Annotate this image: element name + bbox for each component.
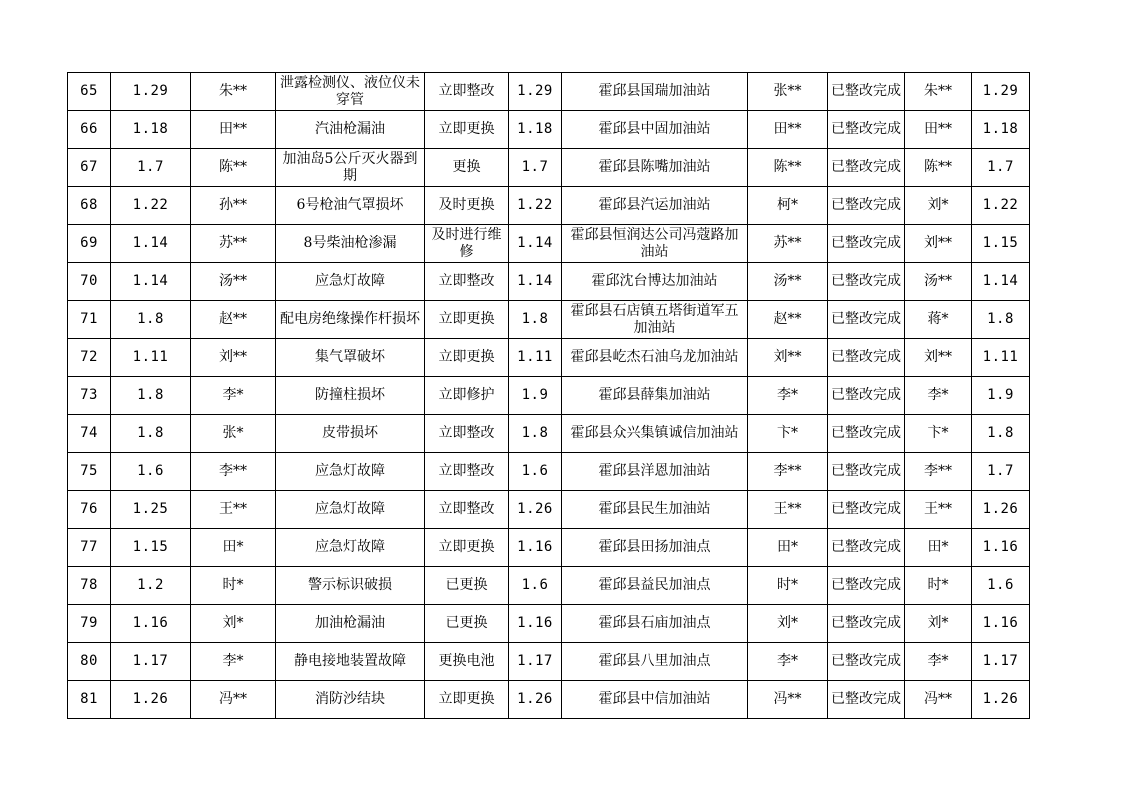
acceptance-person-cell: 汤** [905, 263, 972, 301]
status-cell: 已整改完成 [828, 567, 905, 605]
rectification-date-cell: 1.18 [509, 111, 562, 149]
responsible-person-cell: 柯* [748, 187, 828, 225]
status-cell: 已整改完成 [828, 73, 905, 111]
inspector-cell: 刘* [191, 605, 276, 643]
inspector-cell: 王** [191, 491, 276, 529]
rectification-date-cell: 1.14 [509, 225, 562, 263]
station-name-cell: 霍邱县众兴集镇诚信加油站 [562, 415, 748, 453]
acceptance-person-cell: 冯** [905, 681, 972, 719]
rectification-measure-cell: 立即更换 [425, 111, 509, 149]
rectification-date-cell: 1.29 [509, 73, 562, 111]
rectification-measure-cell: 更换 [425, 149, 509, 187]
inspector-cell: 李* [191, 377, 276, 415]
rectification-measure-cell: 及时进行维修 [425, 225, 509, 263]
table-row [68, 377, 1030, 415]
station-name-cell: 霍邱县陈嘴加油站 [562, 149, 748, 187]
acceptance-date-cell: 1.16 [972, 605, 1030, 643]
found-date-cell: 1.16 [111, 605, 191, 643]
responsible-person-cell: 汤** [748, 263, 828, 301]
status-cell: 已整改完成 [828, 415, 905, 453]
inspector-cell: 田** [191, 111, 276, 149]
hazard-description-cell: 汽油枪漏油 [276, 111, 425, 149]
table-row [68, 149, 1030, 187]
acceptance-date-cell: 1.17 [972, 643, 1030, 681]
row-number-cell: 68 [68, 187, 111, 225]
hazard-description-cell: 泄露检测仪、液位仪未穿管 [276, 73, 425, 111]
acceptance-person-cell: 李** [905, 453, 972, 491]
found-date-cell: 1.8 [111, 377, 191, 415]
rectification-date-cell: 1.9 [509, 377, 562, 415]
hazard-description-cell: 应急灯故障 [276, 529, 425, 567]
station-name-cell: 霍邱县屹杰石油乌龙加油站 [562, 339, 748, 377]
hazard-description-cell: 6号枪油气罩损坏 [276, 187, 425, 225]
table-row [68, 301, 1030, 339]
rectification-date-cell: 1.6 [509, 567, 562, 605]
rectification-measure-cell: 立即修护 [425, 377, 509, 415]
inspector-cell: 苏** [191, 225, 276, 263]
table-row [68, 681, 1030, 719]
table-row [68, 187, 1030, 225]
table-row [68, 263, 1030, 301]
hazard-description-cell: 8号柴油枪渗漏 [276, 225, 425, 263]
responsible-person-cell: 李* [748, 377, 828, 415]
rectification-date-cell: 1.6 [509, 453, 562, 491]
hazard-description-cell: 应急灯故障 [276, 453, 425, 491]
rectification-measure-cell: 已更换 [425, 605, 509, 643]
rectification-measure-cell: 立即整改 [425, 415, 509, 453]
rectification-measure-cell: 立即整改 [425, 263, 509, 301]
inspector-cell: 朱** [191, 73, 276, 111]
table-row [68, 529, 1030, 567]
acceptance-person-cell: 田* [905, 529, 972, 567]
rectification-measure-cell: 已更换 [425, 567, 509, 605]
status-cell: 已整改完成 [828, 681, 905, 719]
hazard-rectification-table [67, 72, 1030, 719]
table-row [68, 225, 1030, 263]
acceptance-date-cell: 1.7 [972, 149, 1030, 187]
found-date-cell: 1.26 [111, 681, 191, 719]
status-cell: 已整改完成 [828, 529, 905, 567]
row-number-cell: 72 [68, 339, 111, 377]
hazard-description-cell: 静电接地装置故障 [276, 643, 425, 681]
station-name-cell: 霍邱县益民加油点 [562, 567, 748, 605]
row-number-cell: 74 [68, 415, 111, 453]
found-date-cell: 1.7 [111, 149, 191, 187]
inspector-cell: 孙** [191, 187, 276, 225]
acceptance-person-cell: 田** [905, 111, 972, 149]
status-cell: 已整改完成 [828, 187, 905, 225]
row-number-cell: 71 [68, 301, 111, 339]
found-date-cell: 1.2 [111, 567, 191, 605]
responsible-person-cell: 王** [748, 491, 828, 529]
status-cell: 已整改完成 [828, 225, 905, 263]
status-cell: 已整改完成 [828, 111, 905, 149]
table-body [68, 73, 1030, 719]
station-name-cell: 霍邱沈台博达加油站 [562, 263, 748, 301]
status-cell: 已整改完成 [828, 149, 905, 187]
rectification-date-cell: 1.8 [509, 415, 562, 453]
rectification-date-cell: 1.7 [509, 149, 562, 187]
hazard-description-cell: 防撞柱损坏 [276, 377, 425, 415]
station-name-cell: 霍邱县国瑞加油站 [562, 73, 748, 111]
acceptance-person-cell: 李* [905, 377, 972, 415]
hazard-description-cell: 加油岛5公斤灭火器到期 [276, 149, 425, 187]
acceptance-date-cell: 1.22 [972, 187, 1030, 225]
hazard-description-cell: 配电房绝缘操作杆损坏 [276, 301, 425, 339]
station-name-cell: 霍邱县洋恩加油站 [562, 453, 748, 491]
rectification-date-cell: 1.14 [509, 263, 562, 301]
table-row [68, 643, 1030, 681]
acceptance-person-cell: 时* [905, 567, 972, 605]
responsible-person-cell: 田* [748, 529, 828, 567]
acceptance-person-cell: 王** [905, 491, 972, 529]
acceptance-date-cell: 1.9 [972, 377, 1030, 415]
found-date-cell: 1.18 [111, 111, 191, 149]
rectification-measure-cell: 更换电池 [425, 643, 509, 681]
responsible-person-cell: 陈** [748, 149, 828, 187]
responsible-person-cell: 时* [748, 567, 828, 605]
found-date-cell: 1.8 [111, 415, 191, 453]
inspector-cell: 时* [191, 567, 276, 605]
acceptance-date-cell: 1.8 [972, 415, 1030, 453]
rectification-date-cell: 1.11 [509, 339, 562, 377]
table-row [68, 111, 1030, 149]
status-cell: 已整改完成 [828, 453, 905, 491]
row-number-cell: 78 [68, 567, 111, 605]
responsible-person-cell: 李** [748, 453, 828, 491]
inspector-cell: 李** [191, 453, 276, 491]
row-number-cell: 66 [68, 111, 111, 149]
rectification-measure-cell: 及时更换 [425, 187, 509, 225]
acceptance-person-cell: 卞* [905, 415, 972, 453]
acceptance-date-cell: 1.6 [972, 567, 1030, 605]
acceptance-person-cell: 蒋* [905, 301, 972, 339]
rectification-date-cell: 1.16 [509, 605, 562, 643]
responsible-person-cell: 田** [748, 111, 828, 149]
inspector-cell: 冯** [191, 681, 276, 719]
row-number-cell: 73 [68, 377, 111, 415]
station-name-cell: 霍邱县八里加油点 [562, 643, 748, 681]
found-date-cell: 1.8 [111, 301, 191, 339]
rectification-measure-cell: 立即整改 [425, 453, 509, 491]
acceptance-person-cell: 刘** [905, 225, 972, 263]
found-date-cell: 1.6 [111, 453, 191, 491]
inspector-cell: 汤** [191, 263, 276, 301]
acceptance-date-cell: 1.11 [972, 339, 1030, 377]
hazard-description-cell: 加油枪漏油 [276, 605, 425, 643]
responsible-person-cell: 李* [748, 643, 828, 681]
hazard-description-cell: 应急灯故障 [276, 263, 425, 301]
rectification-measure-cell: 立即整改 [425, 73, 509, 111]
row-number-cell: 80 [68, 643, 111, 681]
status-cell: 已整改完成 [828, 377, 905, 415]
acceptance-date-cell: 1.29 [972, 73, 1030, 111]
acceptance-person-cell: 刘* [905, 187, 972, 225]
status-cell: 已整改完成 [828, 605, 905, 643]
responsible-person-cell: 张** [748, 73, 828, 111]
row-number-cell: 67 [68, 149, 111, 187]
table-row [68, 73, 1030, 111]
status-cell: 已整改完成 [828, 301, 905, 339]
found-date-cell: 1.25 [111, 491, 191, 529]
row-number-cell: 79 [68, 605, 111, 643]
found-date-cell: 1.29 [111, 73, 191, 111]
rectification-date-cell: 1.26 [509, 681, 562, 719]
acceptance-date-cell: 1.8 [972, 301, 1030, 339]
station-name-cell: 霍邱县恒润达公司冯蔻路加油站 [562, 225, 748, 263]
inspector-cell: 田* [191, 529, 276, 567]
acceptance-date-cell: 1.16 [972, 529, 1030, 567]
responsible-person-cell: 刘** [748, 339, 828, 377]
acceptance-date-cell: 1.7 [972, 453, 1030, 491]
table-row [68, 339, 1030, 377]
status-cell: 已整改完成 [828, 263, 905, 301]
responsible-person-cell: 苏** [748, 225, 828, 263]
found-date-cell: 1.14 [111, 263, 191, 301]
rectification-date-cell: 1.8 [509, 301, 562, 339]
status-cell: 已整改完成 [828, 643, 905, 681]
found-date-cell: 1.17 [111, 643, 191, 681]
row-number-cell: 65 [68, 73, 111, 111]
table-row [68, 415, 1030, 453]
acceptance-person-cell: 刘* [905, 605, 972, 643]
status-cell: 已整改完成 [828, 339, 905, 377]
acceptance-person-cell: 朱** [905, 73, 972, 111]
rectification-date-cell: 1.16 [509, 529, 562, 567]
rectification-date-cell: 1.22 [509, 187, 562, 225]
inspector-cell: 张* [191, 415, 276, 453]
rectification-measure-cell: 立即更换 [425, 681, 509, 719]
rectification-measure-cell: 立即整改 [425, 491, 509, 529]
inspector-cell: 陈** [191, 149, 276, 187]
station-name-cell: 霍邱县中固加油站 [562, 111, 748, 149]
table-row [68, 453, 1030, 491]
station-name-cell: 霍邱县民生加油站 [562, 491, 748, 529]
found-date-cell: 1.11 [111, 339, 191, 377]
hazard-description-cell: 警示标识破损 [276, 567, 425, 605]
found-date-cell: 1.15 [111, 529, 191, 567]
responsible-person-cell: 冯** [748, 681, 828, 719]
row-number-cell: 69 [68, 225, 111, 263]
table-row [68, 605, 1030, 643]
rectification-date-cell: 1.17 [509, 643, 562, 681]
inspector-cell: 赵** [191, 301, 276, 339]
rectification-measure-cell: 立即更换 [425, 301, 509, 339]
table-row [68, 491, 1030, 529]
acceptance-person-cell: 李* [905, 643, 972, 681]
acceptance-date-cell: 1.14 [972, 263, 1030, 301]
hazard-description-cell: 集气罩破坏 [276, 339, 425, 377]
found-date-cell: 1.14 [111, 225, 191, 263]
responsible-person-cell: 刘* [748, 605, 828, 643]
row-number-cell: 76 [68, 491, 111, 529]
row-number-cell: 70 [68, 263, 111, 301]
station-name-cell: 霍邱县中信加油站 [562, 681, 748, 719]
acceptance-person-cell: 陈** [905, 149, 972, 187]
inspector-cell: 李* [191, 643, 276, 681]
found-date-cell: 1.22 [111, 187, 191, 225]
inspector-cell: 刘** [191, 339, 276, 377]
responsible-person-cell: 赵** [748, 301, 828, 339]
rectification-date-cell: 1.26 [509, 491, 562, 529]
station-name-cell: 霍邱县石庙加油点 [562, 605, 748, 643]
row-number-cell: 81 [68, 681, 111, 719]
hazard-description-cell: 应急灯故障 [276, 491, 425, 529]
responsible-person-cell: 卞* [748, 415, 828, 453]
station-name-cell: 霍邱县汽运加油站 [562, 187, 748, 225]
acceptance-person-cell: 刘** [905, 339, 972, 377]
station-name-cell: 霍邱县石店镇五塔街道军五加油站 [562, 301, 748, 339]
acceptance-date-cell: 1.26 [972, 491, 1030, 529]
acceptance-date-cell: 1.15 [972, 225, 1030, 263]
acceptance-date-cell: 1.18 [972, 111, 1030, 149]
row-number-cell: 77 [68, 529, 111, 567]
table-row [68, 567, 1030, 605]
rectification-measure-cell: 立即更换 [425, 339, 509, 377]
hazard-description-cell: 皮带损坏 [276, 415, 425, 453]
status-cell: 已整改完成 [828, 491, 905, 529]
hazard-description-cell: 消防沙结块 [276, 681, 425, 719]
station-name-cell: 霍邱县薛集加油站 [562, 377, 748, 415]
rectification-measure-cell: 立即更换 [425, 529, 509, 567]
row-number-cell: 75 [68, 453, 111, 491]
acceptance-date-cell: 1.26 [972, 681, 1030, 719]
station-name-cell: 霍邱县田扬加油点 [562, 529, 748, 567]
